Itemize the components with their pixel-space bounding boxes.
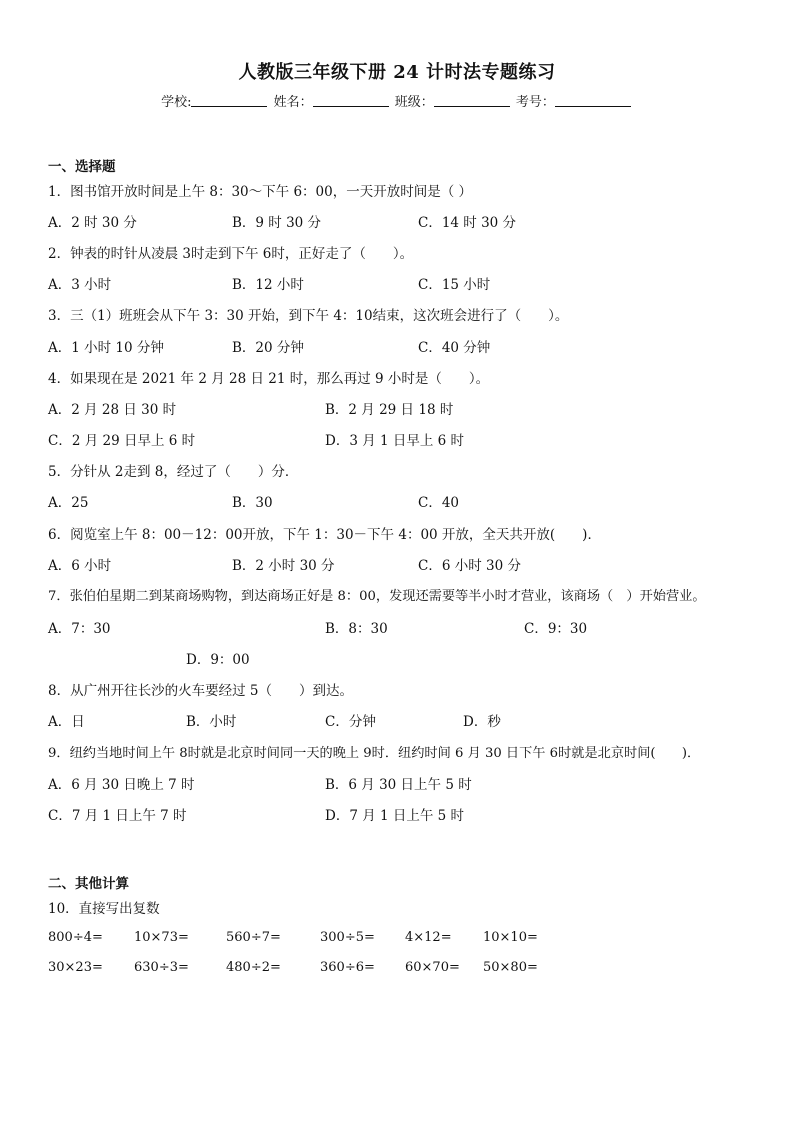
calc-item: 4×12=: [405, 930, 452, 945]
page-title: 人教版三年级下册 24 计时法专题练习: [238, 62, 556, 83]
option-3-b[interactable]: B．20 分钟: [232, 340, 304, 356]
name-blank[interactable]: [313, 94, 389, 107]
option-5-b[interactable]: B．30: [232, 495, 273, 511]
school-label: 学校:: [161, 95, 192, 110]
option-1-b[interactable]: B．9 时 30 分: [232, 215, 322, 231]
option-7-b[interactable]: B．8：30: [325, 621, 388, 637]
option-9-d[interactable]: D．7 月 1 日上午 5 时: [325, 808, 465, 824]
calc-item: 50×80=: [483, 960, 538, 975]
option-8-a[interactable]: A．日: [48, 714, 85, 730]
number-label: 考号：: [515, 95, 555, 110]
question-6: 6．阅览室上午 8：00－12：00开放，下午 1：30－下午 4：00 开放，全天共开放( )．: [48, 527, 601, 543]
option-7-a[interactable]: A．7：30: [48, 621, 111, 637]
option-2-c[interactable]: C．15 小时: [418, 277, 491, 293]
option-1-c[interactable]: C．14 时 30 分: [418, 215, 517, 231]
option-7-d[interactable]: D．9：00: [186, 652, 250, 668]
student-info-line: [0, 91, 794, 110]
question-1: 1．图书馆开放时间是上午 8：30～下午 6：00，一天开放时间是（ ）: [48, 184, 472, 200]
number-blank[interactable]: [555, 94, 631, 107]
question-3: 3．三（1）班班会从下午 3：30 开始，到下午 4：10结束，这次班会进行了（ ）。: [48, 308, 569, 324]
option-4-a[interactable]: A．2 月 28 日 30 时: [48, 402, 177, 418]
class-blank[interactable]: [434, 94, 510, 107]
option-8-d[interactable]: D．秒: [463, 714, 501, 730]
option-1-a[interactable]: A．2 时 30 分: [48, 215, 137, 231]
name-label: 姓名：: [273, 95, 313, 110]
option-6-a[interactable]: A．6 小时: [48, 558, 112, 574]
option-9-b[interactable]: B．6 月 30 日上午 5 时: [325, 777, 472, 793]
calc-item: 560÷7=: [226, 930, 281, 945]
question-4: 4．如果现在是 2021 年 2 月 28 日 21 时，那么再过 9 小时是（ ）。: [48, 371, 490, 387]
question-2: 2．钟表的时针从凌晨 3时走到下午 6时，正好走了（ ）。: [48, 246, 414, 262]
class-label: 班级：: [394, 95, 434, 110]
option-9-a[interactable]: A．6 月 30 日晚上 7 时: [48, 777, 195, 793]
question-10: 10．直接写出复数: [48, 901, 160, 917]
school-blank[interactable]: [191, 94, 267, 107]
calc-item: 630÷3=: [134, 960, 189, 975]
calc-item: 480÷2=: [226, 960, 281, 975]
calc-item: 300÷5=: [320, 930, 375, 945]
calc-item: 360÷6=: [320, 960, 375, 975]
option-3-c[interactable]: C．40 分钟: [418, 340, 491, 356]
section-title-choice: 一、选择题: [48, 159, 116, 175]
calc-item: 10×73=: [134, 930, 189, 945]
option-6-b[interactable]: B．2 小时 30 分: [232, 558, 335, 574]
question-8: 8．从广州开往长沙的火车要经过 5（ ）到达。: [48, 683, 353, 699]
calc-item: 10×10=: [483, 930, 538, 945]
calc-item: 30×23=: [48, 960, 103, 975]
option-3-a[interactable]: A．1 小时 10 分钟: [48, 340, 164, 356]
calc-item: 60×70=: [405, 960, 460, 975]
option-5-a[interactable]: A．25: [48, 495, 89, 511]
question-7: 7．张伯伯星期二到某商场购物，到达商场正好是 8：00，发现还需要等半小时才营业，该商场（ ）开始营业。: [48, 589, 706, 604]
option-4-d[interactable]: D．3 月 1 日早上 6 时: [325, 433, 465, 449]
option-2-b[interactable]: B．12 小时: [232, 277, 304, 293]
option-2-a[interactable]: A．3 小时: [48, 277, 112, 293]
option-4-b[interactable]: B．2 月 29 日 18 时: [325, 402, 454, 418]
calc-item: 800÷4=: [48, 930, 103, 945]
option-8-b[interactable]: B．小时: [186, 714, 237, 730]
option-7-c[interactable]: C．9：30: [524, 621, 588, 637]
question-9: 9．纽约当地时间上午 8时就是北京时间同一天的晚上 9时．纽约时间 6 月 30 日下午 6时就是北京时间( )．: [48, 746, 701, 761]
option-9-c[interactable]: C．7 月 1 日上午 7 时: [48, 808, 187, 824]
option-6-c[interactable]: C．6 小时 30 分: [418, 558, 521, 574]
option-8-c[interactable]: C．分钟: [325, 714, 376, 730]
option-5-c[interactable]: C．40: [418, 495, 460, 511]
section-title-calc: 二、其他计算: [48, 876, 129, 892]
question-5: 5．分针从 2走到 8，经过了（ ）分．: [48, 464, 299, 480]
option-4-c[interactable]: C．2 月 29 日早上 6 时: [48, 433, 196, 449]
